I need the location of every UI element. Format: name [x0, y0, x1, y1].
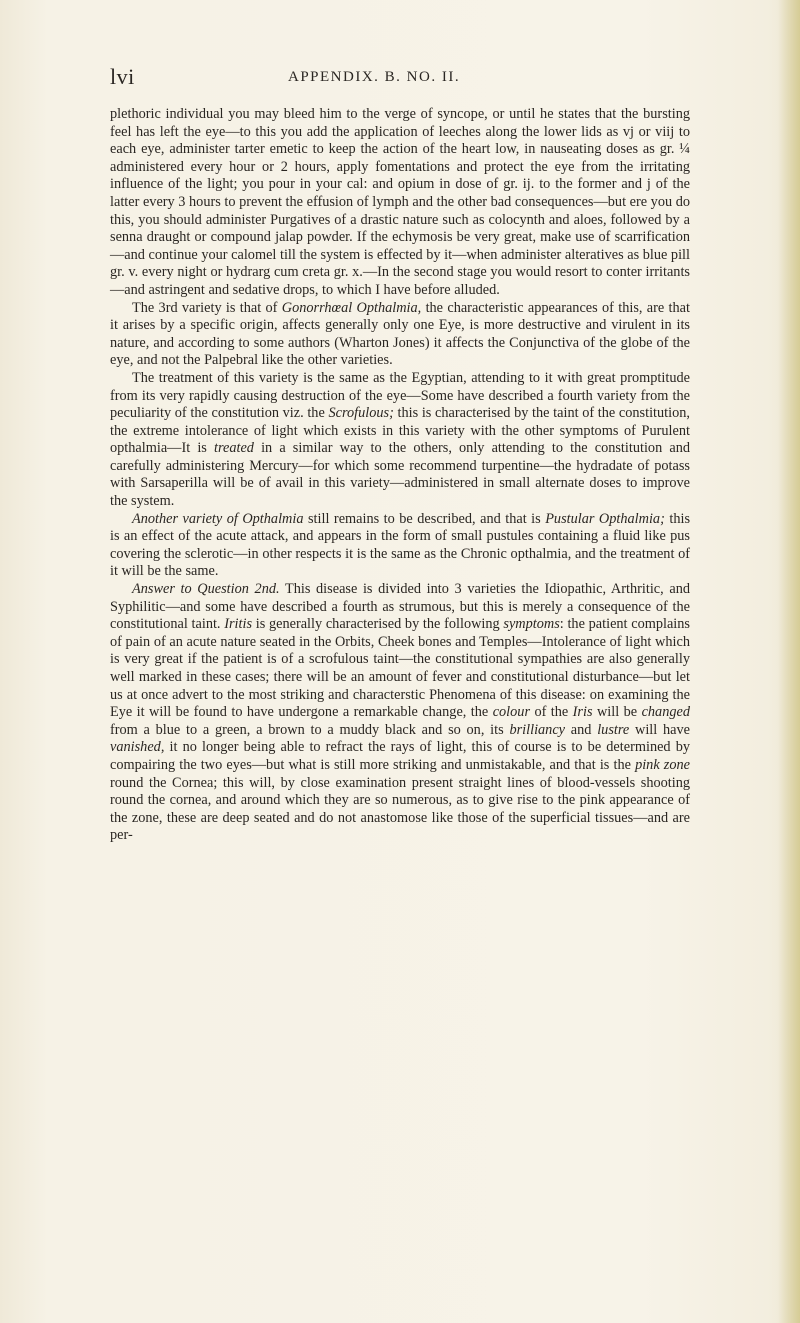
text-run: and [565, 721, 598, 738]
paragraph [110, 300, 690, 370]
text-run: is generally characterised by the following [252, 616, 504, 633]
italic-text: Iris [572, 704, 593, 721]
page-header [110, 64, 710, 94]
text-run: from a blue to a green, a brown to a muddy black and so on, its [110, 721, 510, 738]
text-run: This disease is divided into 3 varieties the Idiopathic, Arthritic, and Syphilitic—and some have described a fourth as strumous, but this is merely a consequence of the constitutional taint. [110, 581, 690, 633]
italic-text: Answer to Question 2nd. [132, 581, 280, 598]
italic-text: pink zone [635, 756, 690, 773]
text-run: still remains to be described, and that is [303, 510, 546, 527]
italic-text: vanished, [110, 739, 165, 756]
body-text [110, 106, 690, 845]
text-run: will have [629, 721, 690, 738]
text-run: plethoric individual you may bleed him to the verge of syncope, or until he states that the bursting feel has left the eye—to this you add the application of leeches along the lower lids as vj or viij to each eye, administer tarter emetic to keep the action of the heart low, in nauseating doses as gr. ¼ administered every hour or 2 hours, apply fomentations and protect the eye from the irritating influence of the light; you pour in your cal: and opium in dose of gr. ij. to the former and j of the latter every 3 hours to prevent the effusion of lymph and the other bad consequences—but ere you do this, you should administer Purgatives of a drastic nature such as colocynth and aloes, followed by a senna draught or compound jalap powder. If the echymosis be very great, make use of scarrification—and continue your calomel till the system is effected by it—when administer alteratives as blue pill gr. v. every night or hydrarg cum creta gr. x.—In the second stage you would resort to conter irritants—and astringent and sedative drops, to which I have before alluded. [110, 106, 690, 298]
text-run: will be [592, 704, 642, 721]
italic-text: Another variety of Opthalmia [132, 510, 304, 527]
text-run: in a similar way to the others, only attending to the constitution and carefully administering Mercury—for which some recommend turpentine—the hydradate of potass with Sarsaperilla will be of avail in this variety—administered in small alternate doses to improve the system. [110, 440, 690, 510]
italic-text: symptoms [503, 616, 560, 633]
text-run: this is characterised by the taint of the constitution, the extreme intolerance of light which exists in this variety with the other symptoms of Purulent opthalmia—It is [110, 405, 690, 457]
running-head: APPENDIX. B. NO. II. [288, 69, 461, 85]
italic-text: brilliancy [509, 721, 566, 738]
text-run: : the patient complains of pain of an acute nature seated in the Orbits, Cheek bones and Temples—Intolerance of light which is very great if the patient is of a scrofulous taint—the constitutional sympathies are also generally well marked in these cases; there will be an amount of fever and constitutional disturbance—but let us at once advert to the most striking and characterstic Phenomena of this disease: on examining the Eye it will be found to have undergone a remarkable change, the [110, 616, 690, 721]
text-run: the characteristic appearances of this, are that it arises by a specific origin, affects generally only one Eye, is more destructive and virulent in its nature, and according to some authors (Wharton Jones) it affects the Conjunctiva of the globe of the eye, and not the Palpebral like the other varieties. [110, 299, 690, 369]
italic-text: Scrofulous; [328, 405, 394, 422]
paragraph [110, 511, 690, 581]
text-run: of the [530, 704, 573, 721]
italic-text: changed [641, 704, 690, 721]
italic-text: colour [492, 704, 531, 721]
italic-text: lustre [597, 721, 630, 738]
paragraph [110, 106, 690, 300]
text-run: The treatment of this variety is the same as the Egyptian, attending to it with great promptitude from its very rapidly causing destruction of the eye—Some have described a fourth variety from the peculiarity of the constitution viz. the [110, 369, 690, 422]
italic-text: Pustular Opthalmia; [545, 510, 665, 527]
text-run: The 3rd variety is that of [132, 299, 282, 316]
page-number: lvi [110, 64, 135, 89]
text-run: round the Cornea; this will, by close examination present straight lines of blood-vessels shooting round the cornea, and around which they are so numerous, as to give rise to the pink appearance of the zone, these are deep seated and do not anastomose like those of the superficial tissues—and are per- [110, 774, 690, 844]
italic-text: treated [213, 440, 254, 457]
page-edge-discoloration [778, 0, 800, 1323]
italic-text: Gonorrhœal Opthalmia, [281, 299, 422, 316]
italic-text: Iritis [224, 616, 253, 633]
paragraph [110, 370, 690, 511]
text-run: it no longer being able to refract the rays of light, this of course is to be determined by compairing the two eyes—but what is still more striking and unmistakable, and that is the [110, 739, 690, 773]
paragraph [110, 581, 690, 845]
text-run: this is an effect of the acute attack, and appears in the form of small pustules containing a fluid like pus covering the sclerotic—in other respects it is the same as the Chronic opthalmia, and the treatment of it will be the same. [110, 510, 691, 580]
